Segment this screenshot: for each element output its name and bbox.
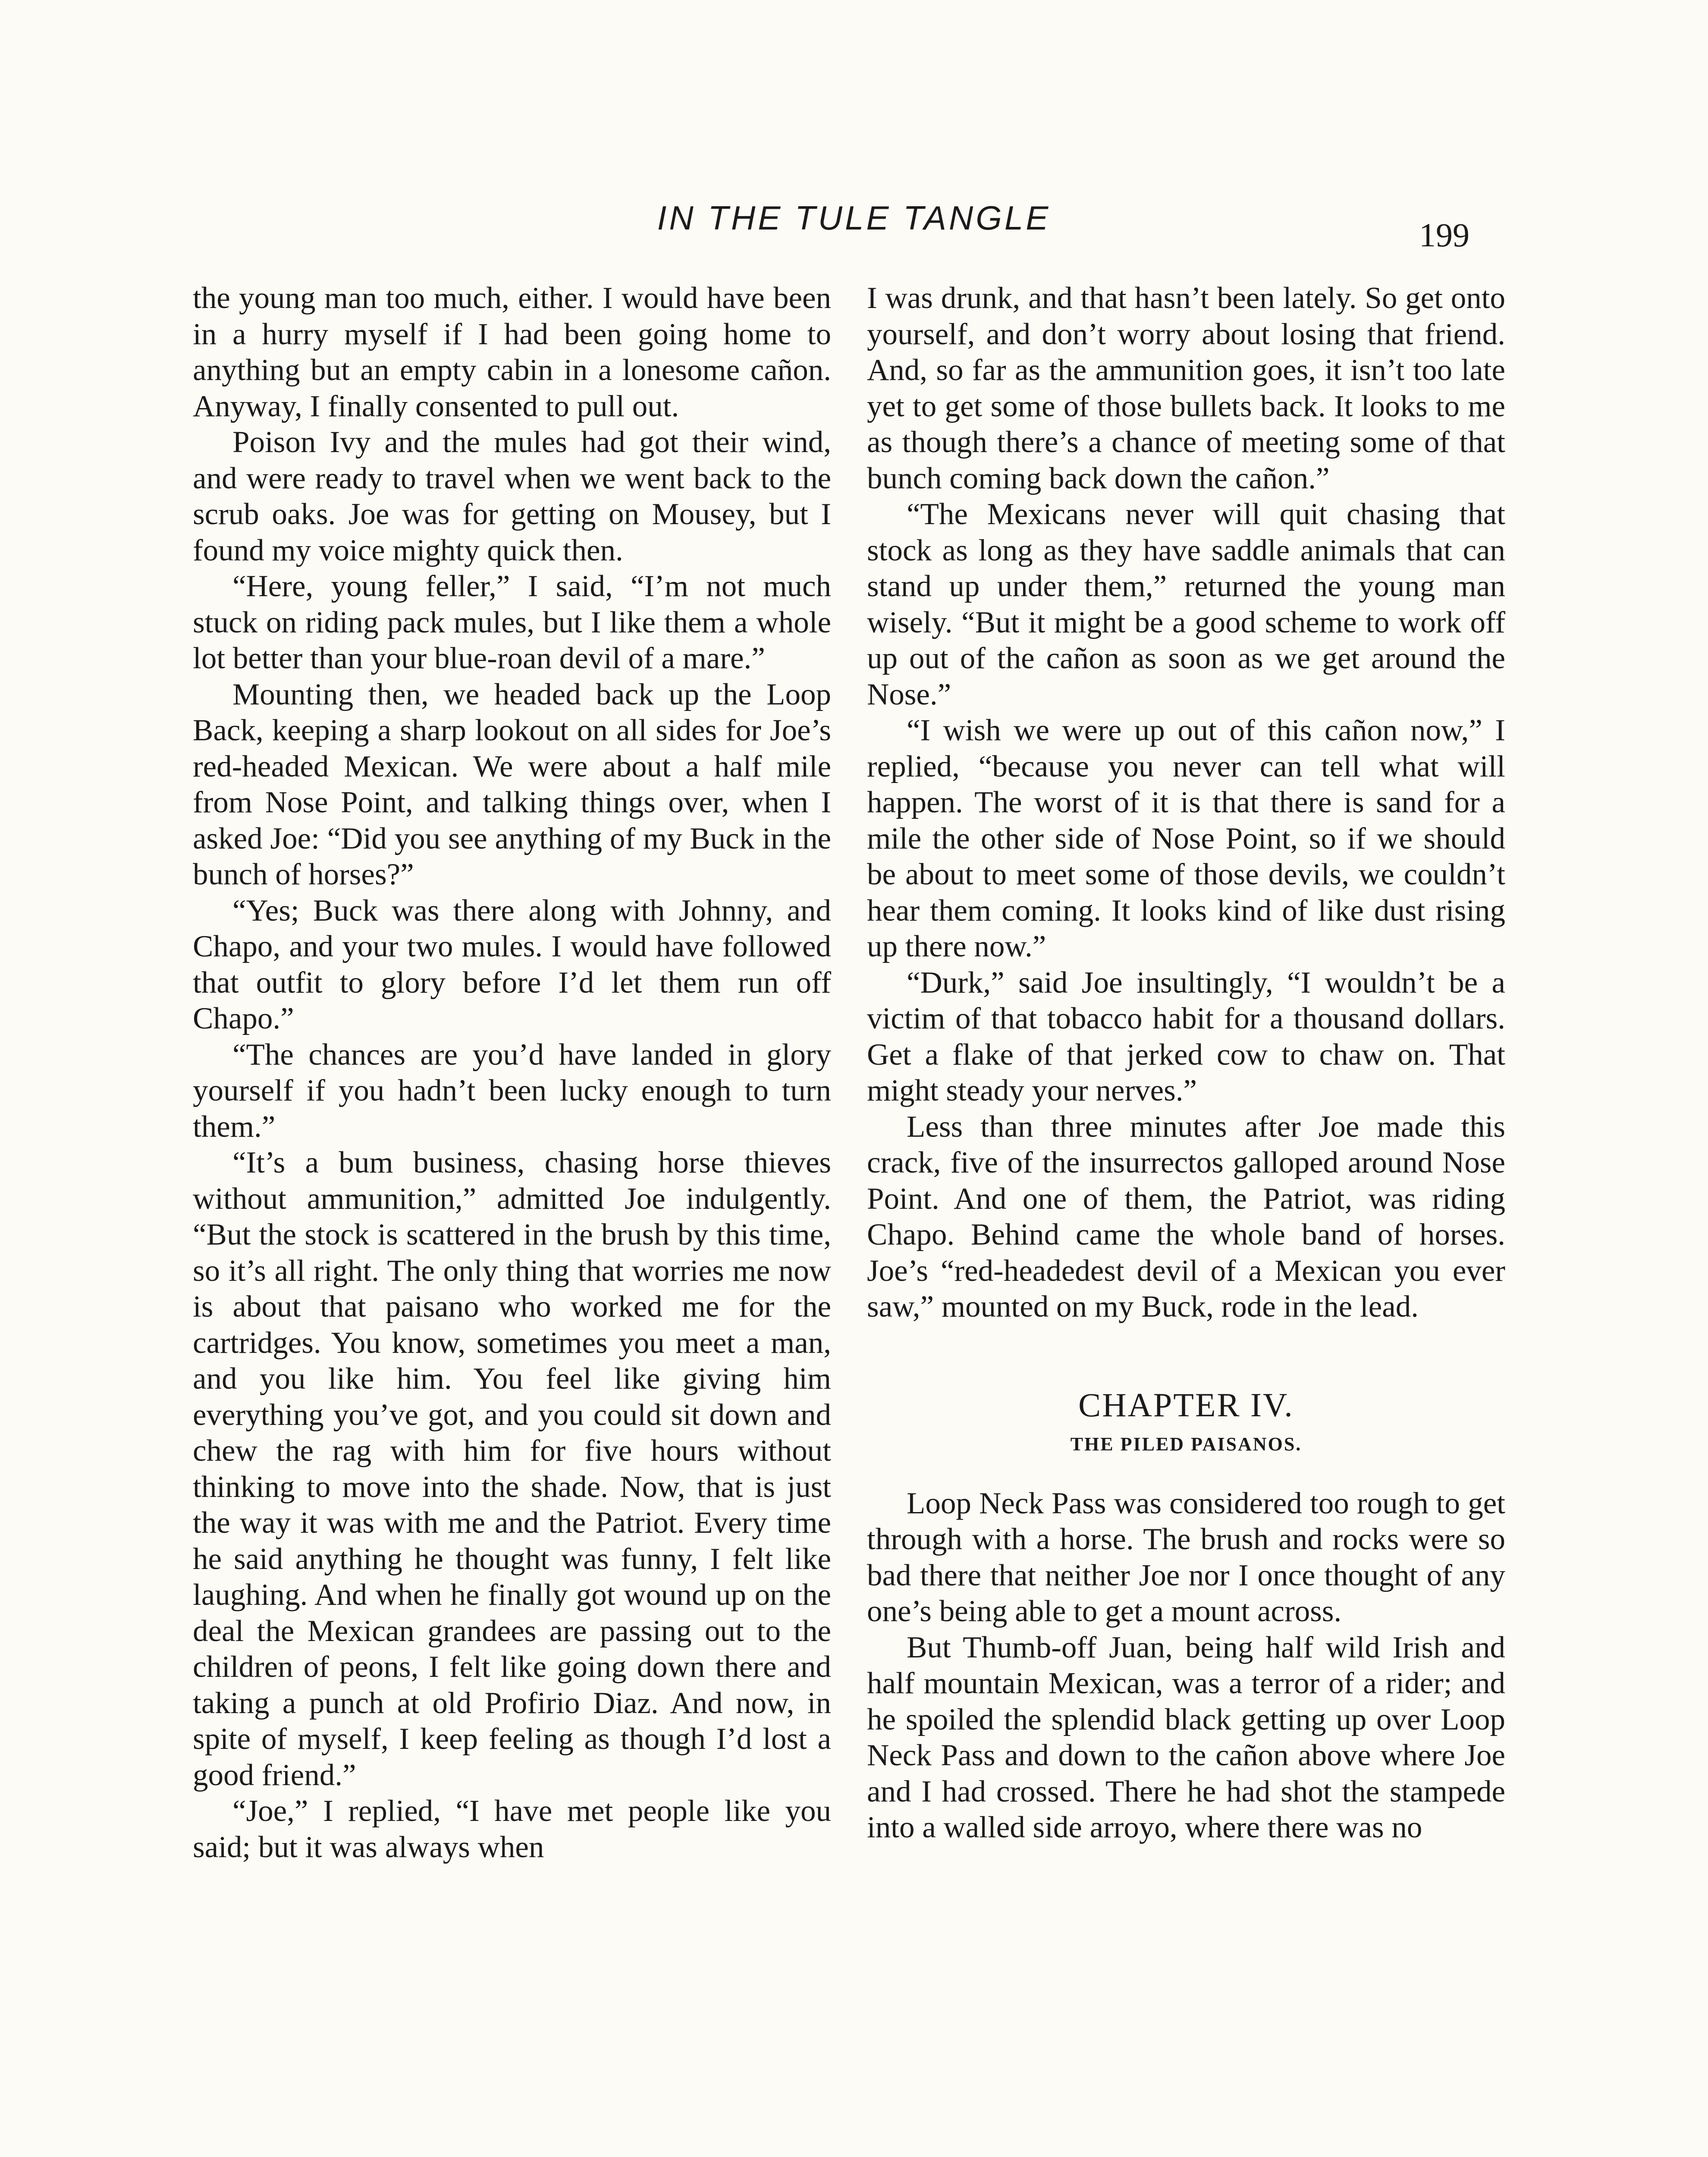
paragraph: “Yes; Buck was there along with Johnny, and Chapo, and your two mules. I would have followed that outfit to glory before I’d let them run off Chapo.”: [193, 893, 831, 1035]
chapter-heading: CHAPTER IV.: [1078, 1386, 1294, 1424]
paragraph: “It’s a bum business, chasing horse thieves without ammunition,” admitted Joe indulgently. “But the stock is scattered in the brush by this time, so it’s all right. The only thing that worries me now is about that paisano who worked me for the cartridges. You know, sometimes you meet a man, and you like him. You feel like giving him everything you’ve got, and you could sit down and chew the rag with him for five hours without thinking to move into the shade. Now, that is just the way it was with me and the Patriot. Every time he said anything he thought was funny, I felt like laughing. And when he finally got wound up on the deal the Mexican grandees are passing out to the children of peons, I felt like going down there and taking a punch at old Profirio Diaz. And now, in spite of myself, I keep feeling as though I’d lost a good friend.”: [193, 1146, 831, 1792]
paragraph: Poison Ivy and the mules had got their wind, and were ready to travel when we went back to the scrub oaks. Joe was for getting on Mousey, but I found my voice mighty quick then.: [193, 425, 831, 567]
paragraph: “I wish we were up out of this cañon now,” I replied, “because you never can tell what will happen. The worst of it is that there is sand for a mile the other side of Nose Point, so if we should be about to meet some of those devils, we couldn’t hear them coming. It looks kind of like dust rising up there now.”: [867, 714, 1505, 963]
paragraph: But Thumb-off Juan, being half wild Irish and half mountain Mexican, was a terror of a rider; and he spoiled the splendid black getting up over Loop Neck Pass and down to the cañon above where Joe and I had crossed. There he had shot the stampede into a walled side arroyo, where there was no: [867, 1630, 1505, 1844]
paragraph: “The chances are you’d have landed in glory yourself if you hadn’t been lucky enough to turn them.”: [193, 1038, 831, 1144]
paragraph: the young man too much, either. I would have been in a hurry myself if I had been going home to anything but an empty cabin in a lonesome cañon. Anyway, I finally consented to pull out.: [193, 281, 831, 423]
paragraph: Loop Neck Pass was considered too rough to get through with a horse. The brush and rocks were so bad there that neither Joe nor I once thought of any one’s being able to get a mount across.: [867, 1486, 1505, 1628]
page-number: 199: [1419, 216, 1469, 254]
paragraph: “Durk,” said Joe insultingly, “I wouldn’t be a victim of that tobacco habit for a thousand dollars. Get a flake of that jerked cow to chaw on. That might steady your nerves.”: [867, 965, 1505, 1107]
paragraph: Less than three minutes after Joe made this crack, five of the insurrectos galloped around Nose Point. And one of them, the Patriot, was riding Chapo. Behind came the whole band of horses. Joe’s “red-headedest devil of a Mexican you ever saw,” mounted on my Buck, rode in the lead.: [867, 1110, 1505, 1324]
chapter-title: THE PILED PAISANOS.: [1070, 1433, 1302, 1455]
right-text-column: [867, 280, 1505, 1846]
running-head-title: IN THE TULE TANGLE: [657, 199, 1051, 237]
paragraph: I was drunk, and that hasn’t been lately. So get onto yourself, and don’t worry about losing that friend. And, so far as the ammunition goes, it isn’t too late yet to get some of those bullets back. It looks to me as though there’s a chance of meeting some of that bunch coming back down the cañon.”: [867, 281, 1505, 495]
paragraph: “Joe,” I replied, “I have met people like you said; but it was always when: [193, 1794, 831, 1864]
paragraph: “Here, young feller,” I said, “I’m not much stuck on riding pack mules, but I like them a whole lot better than your blue-roan devil of a mare.”: [193, 569, 831, 675]
paragraph: Mounting then, we headed back up the Loop Back, keeping a sharp lookout on all sides for Joe’s red-headed Mexican. We were about a half mile from Nose Point, and talking things over, when I asked Joe: “Did you see anything of my Buck in the bunch of horses?”: [193, 677, 831, 891]
paragraph: “The Mexicans never will quit chasing that stock as long as they have saddle animals that can stand up under them,” returned the young man wisely. “But it might be a good scheme to work off up out of the cañon as soon as we get around the Nose.”: [867, 497, 1505, 711]
left-text-column: [193, 280, 831, 1865]
